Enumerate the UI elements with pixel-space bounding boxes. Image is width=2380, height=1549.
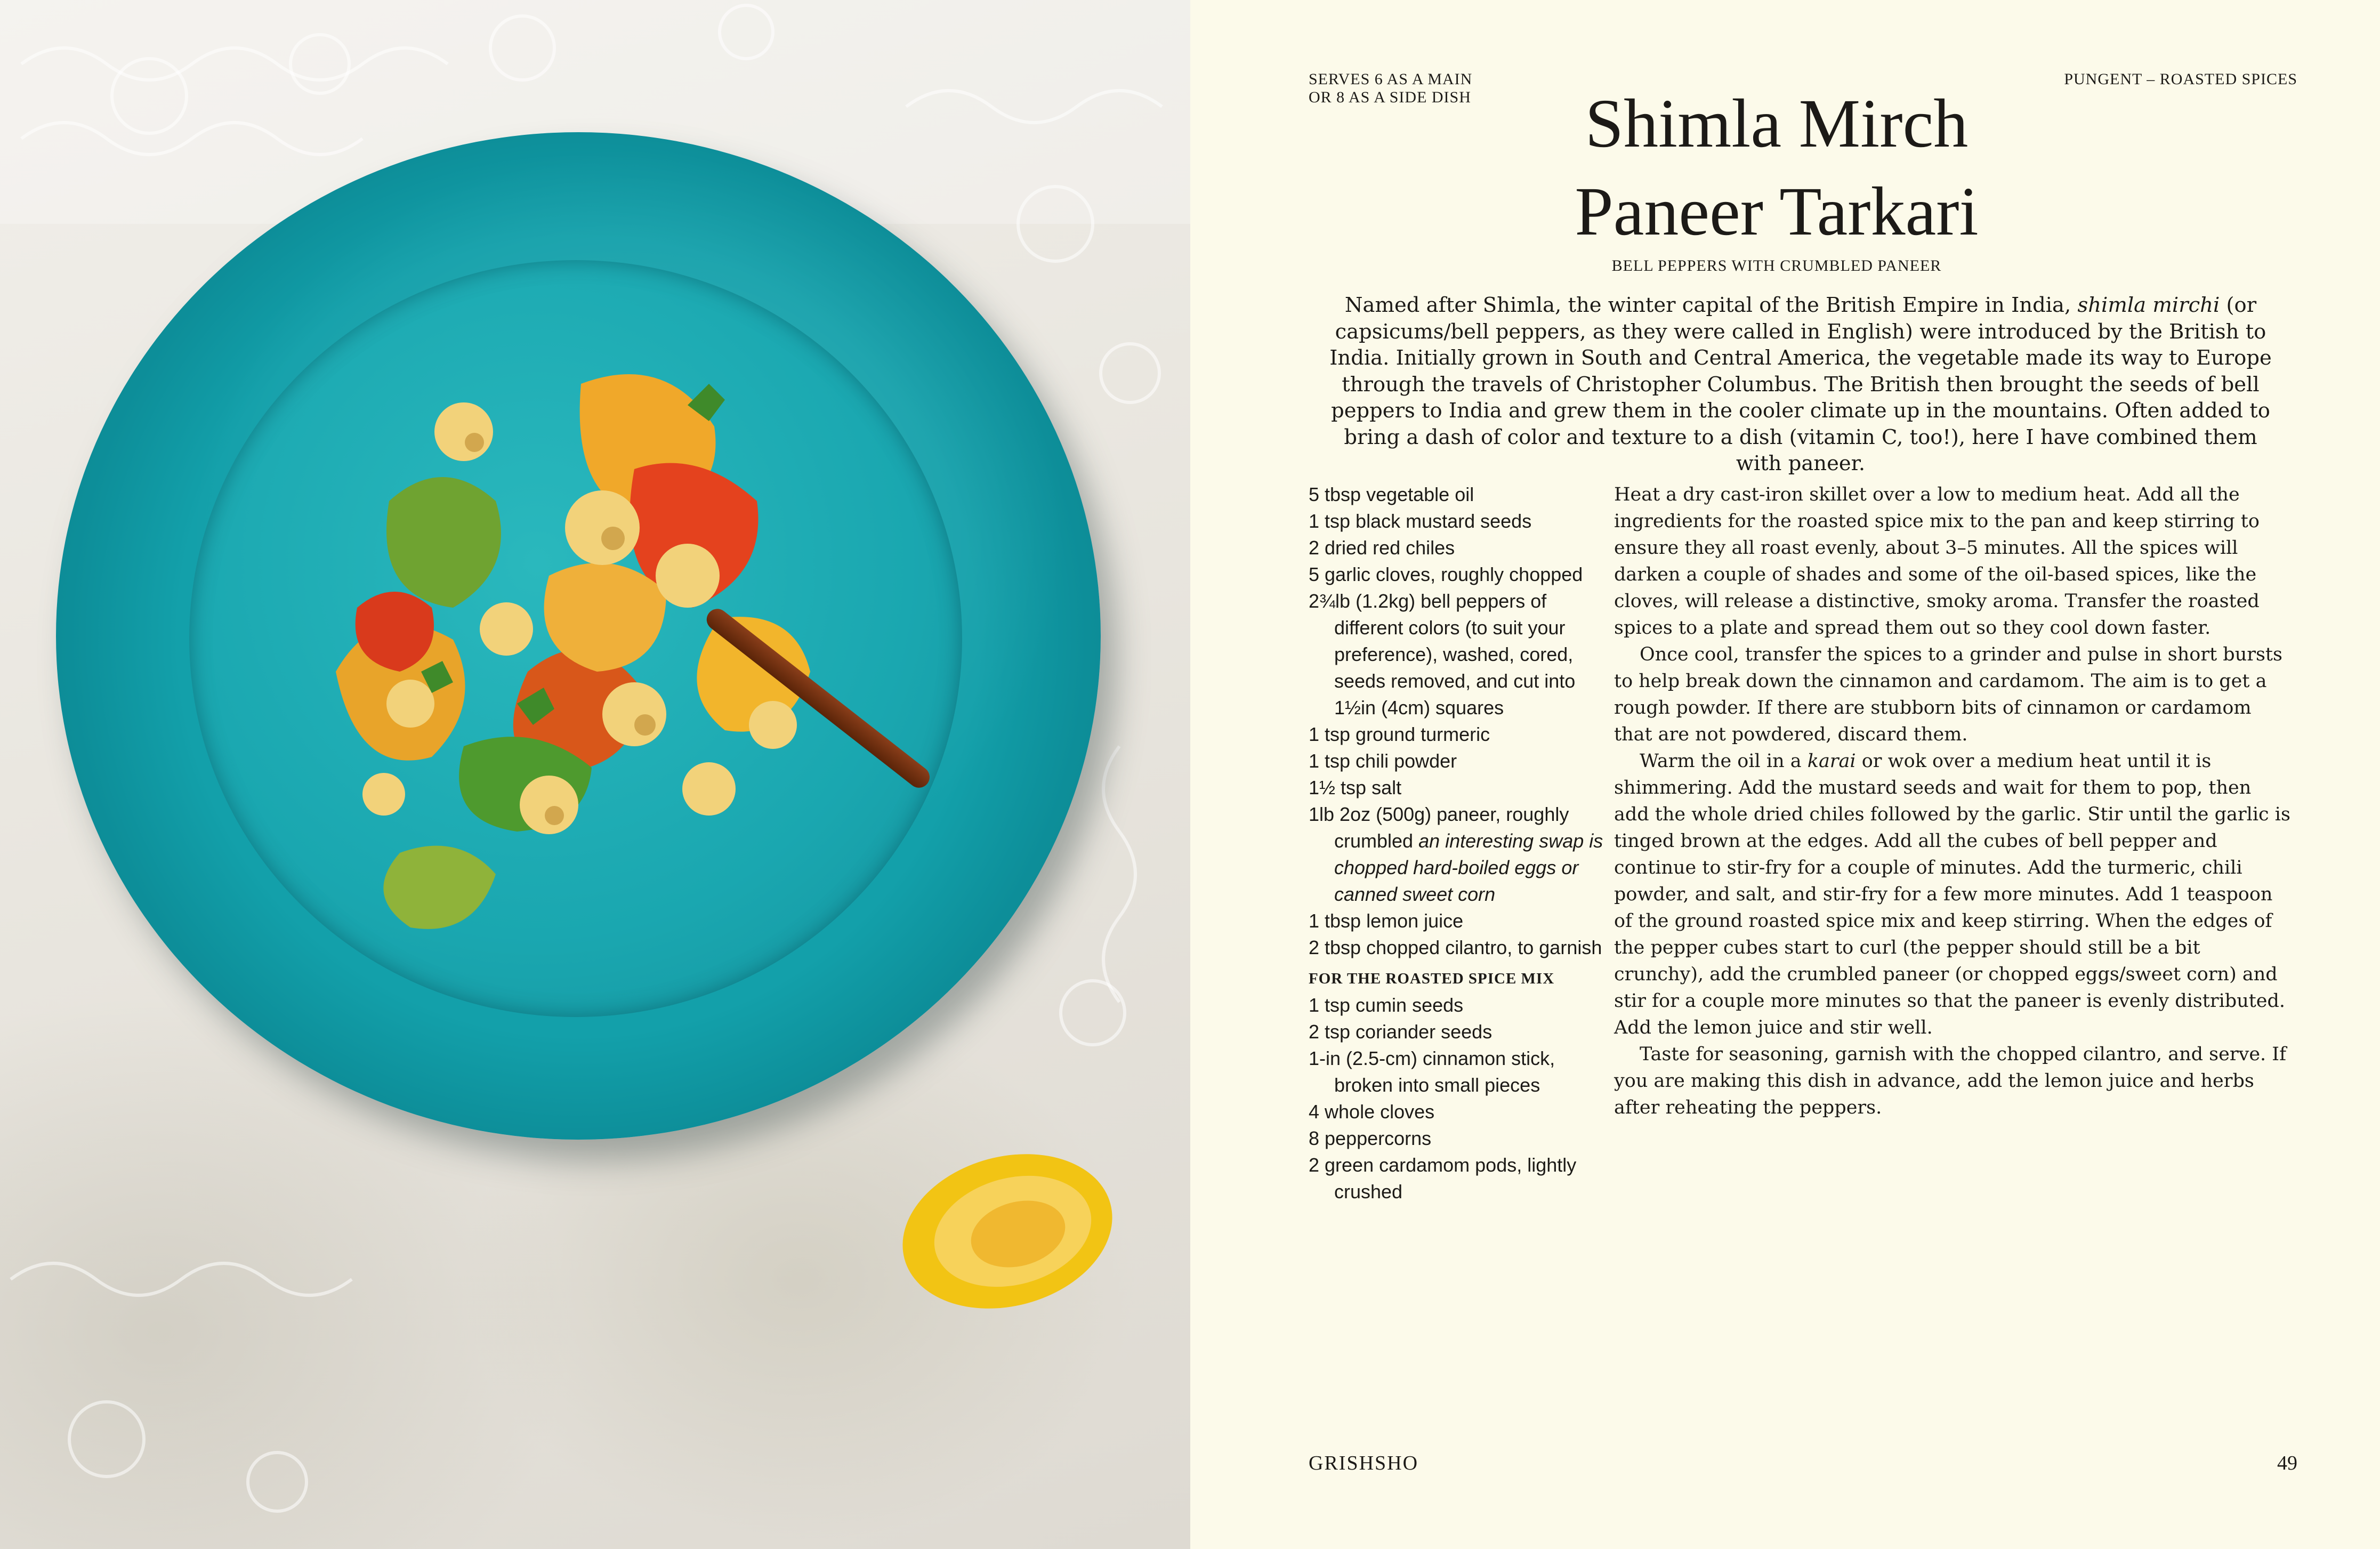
- ingredient-item: 5 garlic cloves, roughly chopped: [1309, 563, 1583, 585]
- recipe-title: [1350, 80, 2203, 256]
- ingredient-item: 1 tbsp lemon juice: [1309, 910, 1464, 932]
- ingredient-item: 1½ tsp salt: [1309, 777, 1402, 798]
- method-paragraph-1: Heat a dry cast-iron skillet over a low to medium heat. Add all the ingredients for the roasted spice mix to the pan and keep stirring to ensure they all roast evenly, about 3–5 minutes. All the spices will darken a couple of shades and some of the oil-based spices, like the cloves, will release a distinctive, smoky aroma. Transfer the roasted spices to a plate and spread them out so they cool down faster.: [1614, 484, 2260, 639]
- spice-item: 2 tsp coriander seeds: [1309, 1021, 1492, 1043]
- ingredient-item: 5 tbsp vegetable oil: [1309, 483, 1474, 505]
- title-line-1: Shimla Mirch: [1585, 85, 1968, 162]
- recipe-subtitle: BELL PEPPERS WITH CRUMBLED PANEER: [1611, 257, 1942, 275]
- ingredient-item: 1 tsp black mustard seeds: [1309, 510, 1532, 532]
- method-text: [1614, 481, 2291, 1121]
- page-number: 49: [2277, 1452, 2297, 1474]
- paneer-swap-note: an interesting swap is chopped hard-boiled eggs or canned sweet corn: [1334, 830, 1603, 905]
- method-paragraph-2: Once cool, transfer the spices to a grinder and pulse in short bursts to help break down the cinnamon and cardamom. The aim is to get a rough powder. If there are stubborn bits of cinnamon or cardamom that are not powdered, discard them.: [1614, 644, 2282, 745]
- method-p3-start: Warm the oil in a: [1640, 751, 1808, 772]
- spice-item: 1 tsp cumin seeds: [1309, 994, 1464, 1016]
- ingredients-list: [1309, 481, 1607, 1205]
- spice-item: 1-in (2.5-cm) cinnamon stick, broken into small pieces: [1309, 1047, 1555, 1096]
- servings-line-2: OR 8 AS A SIDE DISH: [1309, 88, 1471, 106]
- spice-mix-heading: FOR THE ROASTED SPICE MIX: [1309, 970, 1555, 987]
- ingredient-item: 2¾lb (1.2kg) bell peppers of different colors (to suit your preference), washed, cored, seeds removed, and cut into 1½in (4cm) squares: [1309, 590, 1576, 719]
- chapter-category: PUNGENT – ROASTED SPICES: [2064, 70, 2297, 88]
- bell-pepper-paneer-dish: [251, 298, 943, 965]
- book-section-name: GRISHSHO: [1309, 1452, 1419, 1474]
- ingredient-item: 2 tbsp chopped cilantro, to garnish: [1309, 937, 1602, 958]
- intro-text-end: (or capsicums/bell peppers, as they were called in English) were introduced by the British to India. Initially grown in South and Central America, the vegetable made its way to Europe through the travels of Christopher Columbus. The British then brought the seeds of bell peppers to India and grew them in the cooler climate up in the mountains. Often added to bring a dash of color and texture to a dish (vitamin C, too!), here I have combined them with paneer.: [1329, 293, 2272, 475]
- method-paragraph-3: [1614, 748, 2291, 1041]
- spice-item: 2 green cardamom pods, lightly crushed: [1309, 1154, 1577, 1203]
- recipe-introduction: [1326, 292, 2275, 477]
- title-line-2: Paneer Tarkari: [1575, 173, 1979, 250]
- method-paragraph-4: Taste for seasoning, garnish with the chopped cilantro, and serve. If you are making this dish in advance, add the lemon juice and herbs after reheating the peppers.: [1614, 1044, 2287, 1118]
- squeezed-lemon: [885, 1141, 1119, 1311]
- ingredient-item-paneer: [1309, 801, 1607, 908]
- intro-text-start: Named after Shimla, the winter capital of the British Empire in India,: [1344, 293, 2078, 317]
- ingredient-item: 1 tsp chili powder: [1309, 750, 1457, 772]
- ingredient-item: 2 dried red chiles: [1309, 537, 1455, 559]
- servings-line-1: SERVES 6 AS A MAIN: [1309, 70, 1473, 88]
- spice-item: 4 whole cloves: [1309, 1101, 1435, 1123]
- spice-item: 8 peppercorns: [1309, 1127, 1432, 1149]
- intro-italic-term: shimla mirchi: [2077, 293, 2220, 317]
- recipe-page: [1190, 0, 2380, 1549]
- paneer-text: 1lb 2oz (500g) paneer, roughly crumbled: [1309, 803, 1569, 852]
- method-p3-end: or wok over a medium heat until it is shimmering. Add the mustard seeds and wait for them to pop, then add the whole dried chiles followed by the garlic. Stir until the garlic is tinged brown at the edges. Add all the cubes of bell pepper and continue to stir-fry for a couple of minutes. Add the turmeric, chili powder, and salt, and stir-fry for a few more minutes. Add 1 teaspoon of the ground roasted spice mix and keep stirring. When the edges of the pepper cubes start to curl (the pepper should still be a bit crunchy), add the crumbled paneer (or chopped eggs/sweet corn) and stir for a couple more minutes so that the paneer is evenly distributed. Add the lemon juice and stir well.: [1614, 751, 2290, 1038]
- ingredient-item: 1 tsp ground turmeric: [1309, 723, 1490, 745]
- method-p3-italic: karai: [1807, 751, 1856, 772]
